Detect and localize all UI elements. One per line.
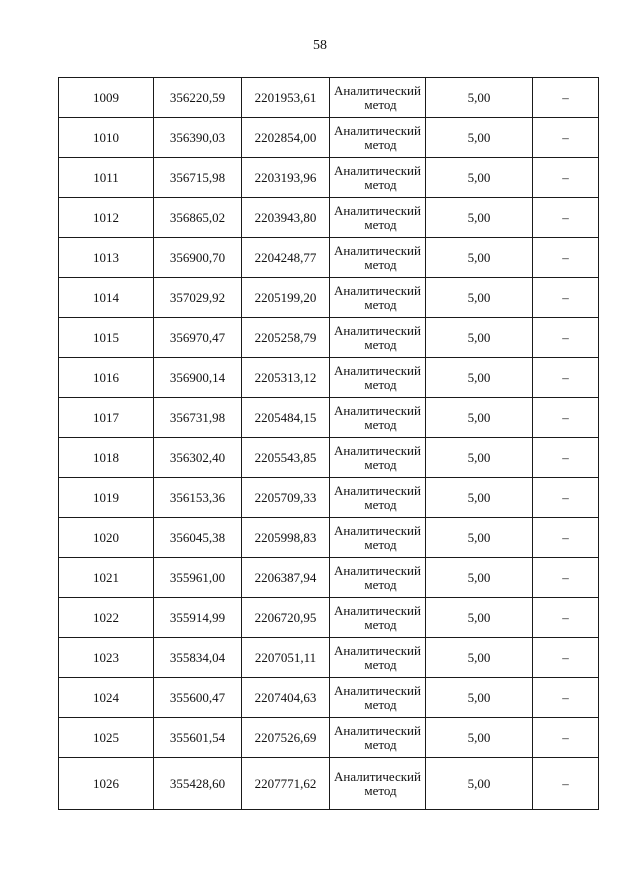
method-cell bbox=[330, 318, 426, 358]
table-row bbox=[59, 638, 599, 678]
x-coordinate-cell: 356970,47 bbox=[154, 318, 242, 358]
table-row bbox=[59, 678, 599, 718]
method-line-2: метод bbox=[364, 96, 397, 112]
method-line-2: метод bbox=[364, 782, 397, 798]
description-cell: – bbox=[533, 238, 599, 278]
x-coordinate-cell: 355914,99 bbox=[154, 598, 242, 638]
table-row bbox=[59, 518, 599, 558]
coordinates-table-body bbox=[59, 78, 599, 810]
method-cell bbox=[330, 478, 426, 518]
method-line-1: Аналитический bbox=[334, 562, 421, 578]
method-cell bbox=[330, 438, 426, 478]
error-cell: 5,00 bbox=[426, 238, 533, 278]
y-coordinate-cell: 2202854,00 bbox=[242, 118, 330, 158]
y-coordinate-cell: 2205709,33 bbox=[242, 478, 330, 518]
y-coordinate-cell: 2206387,94 bbox=[242, 558, 330, 598]
method-cell bbox=[330, 758, 426, 810]
error-cell: 5,00 bbox=[426, 718, 533, 758]
point-number-cell: 1012 bbox=[59, 198, 154, 238]
error-cell: 5,00 bbox=[426, 598, 533, 638]
y-coordinate-cell: 2205998,83 bbox=[242, 518, 330, 558]
y-coordinate-cell: 2207771,62 bbox=[242, 758, 330, 810]
table-row bbox=[59, 78, 599, 118]
method-line-2: метод bbox=[364, 696, 397, 712]
method-line-2: метод bbox=[364, 216, 397, 232]
x-coordinate-cell: 356045,38 bbox=[154, 518, 242, 558]
description-cell: – bbox=[533, 718, 599, 758]
x-coordinate-cell: 355600,47 bbox=[154, 678, 242, 718]
x-coordinate-cell: 356220,59 bbox=[154, 78, 242, 118]
table-row bbox=[59, 318, 599, 358]
method-line-2: метод bbox=[364, 416, 397, 432]
point-number-cell: 1020 bbox=[59, 518, 154, 558]
point-number-cell: 1021 bbox=[59, 558, 154, 598]
error-cell: 5,00 bbox=[426, 158, 533, 198]
error-cell: 5,00 bbox=[426, 118, 533, 158]
method-line-2: метод bbox=[364, 296, 397, 312]
method-cell bbox=[330, 278, 426, 318]
method-cell bbox=[330, 638, 426, 678]
method-line-1: Аналитический bbox=[334, 768, 421, 784]
y-coordinate-cell: 2207051,11 bbox=[242, 638, 330, 678]
table-row bbox=[59, 278, 599, 318]
table-row bbox=[59, 718, 599, 758]
method-line-2: метод bbox=[364, 376, 397, 392]
y-coordinate-cell: 2207526,69 bbox=[242, 718, 330, 758]
method-line-2: метод bbox=[364, 536, 397, 552]
x-coordinate-cell: 355834,04 bbox=[154, 638, 242, 678]
point-number-cell: 1015 bbox=[59, 318, 154, 358]
y-coordinate-cell: 2201953,61 bbox=[242, 78, 330, 118]
error-cell: 5,00 bbox=[426, 78, 533, 118]
error-cell: 5,00 bbox=[426, 678, 533, 718]
method-cell bbox=[330, 518, 426, 558]
y-coordinate-cell: 2203943,80 bbox=[242, 198, 330, 238]
table-row bbox=[59, 558, 599, 598]
error-cell: 5,00 bbox=[426, 358, 533, 398]
method-line-1: Аналитический bbox=[334, 722, 421, 738]
description-cell: – bbox=[533, 518, 599, 558]
point-number-cell: 1026 bbox=[59, 758, 154, 810]
error-cell: 5,00 bbox=[426, 638, 533, 678]
y-coordinate-cell: 2205313,12 bbox=[242, 358, 330, 398]
method-line-1: Аналитический bbox=[334, 402, 421, 418]
x-coordinate-cell: 356731,98 bbox=[154, 398, 242, 438]
method-line-1: Аналитический bbox=[334, 242, 421, 258]
y-coordinate-cell: 2205199,20 bbox=[242, 278, 330, 318]
y-coordinate-cell: 2205484,15 bbox=[242, 398, 330, 438]
method-cell bbox=[330, 678, 426, 718]
error-cell: 5,00 bbox=[426, 318, 533, 358]
y-coordinate-cell: 2205543,85 bbox=[242, 438, 330, 478]
description-cell: – bbox=[533, 318, 599, 358]
method-line-1: Аналитический bbox=[334, 682, 421, 698]
method-cell bbox=[330, 558, 426, 598]
method-cell bbox=[330, 598, 426, 638]
x-coordinate-cell: 355601,54 bbox=[154, 718, 242, 758]
page-number: 58 bbox=[313, 38, 327, 53]
method-line-1: Аналитический bbox=[334, 522, 421, 538]
x-coordinate-cell: 355961,00 bbox=[154, 558, 242, 598]
x-coordinate-cell: 355428,60 bbox=[154, 758, 242, 810]
method-line-1: Аналитический bbox=[334, 202, 421, 218]
table-row bbox=[59, 238, 599, 278]
table-row bbox=[59, 198, 599, 238]
error-cell: 5,00 bbox=[426, 758, 533, 810]
table-row bbox=[59, 478, 599, 518]
description-cell: – bbox=[533, 558, 599, 598]
method-line-1: Аналитический bbox=[334, 442, 421, 458]
error-cell: 5,00 bbox=[426, 278, 533, 318]
description-cell: – bbox=[533, 398, 599, 438]
point-number-cell: 1019 bbox=[59, 478, 154, 518]
method-line-1: Аналитический bbox=[334, 162, 421, 178]
point-number-cell: 1018 bbox=[59, 438, 154, 478]
method-line-2: метод bbox=[364, 616, 397, 632]
method-cell bbox=[330, 158, 426, 198]
x-coordinate-cell: 357029,92 bbox=[154, 278, 242, 318]
method-line-1: Аналитический bbox=[334, 122, 421, 138]
description-cell: – bbox=[533, 198, 599, 238]
description-cell: – bbox=[533, 478, 599, 518]
description-cell: – bbox=[533, 118, 599, 158]
point-number-cell: 1024 bbox=[59, 678, 154, 718]
description-cell: – bbox=[533, 158, 599, 198]
method-line-2: метод bbox=[364, 736, 397, 752]
method-line-2: метод bbox=[364, 456, 397, 472]
table-row bbox=[59, 438, 599, 478]
method-line-2: метод bbox=[364, 336, 397, 352]
table-row bbox=[59, 758, 599, 810]
method-cell bbox=[330, 238, 426, 278]
x-coordinate-cell: 356715,98 bbox=[154, 158, 242, 198]
description-cell: – bbox=[533, 758, 599, 810]
description-cell: – bbox=[533, 78, 599, 118]
point-number-cell: 1014 bbox=[59, 278, 154, 318]
method-cell bbox=[330, 78, 426, 118]
error-cell: 5,00 bbox=[426, 438, 533, 478]
method-cell bbox=[330, 398, 426, 438]
point-number-cell: 1023 bbox=[59, 638, 154, 678]
method-cell bbox=[330, 118, 426, 158]
description-cell: – bbox=[533, 598, 599, 638]
method-line-1: Аналитический bbox=[334, 362, 421, 378]
coordinates-table bbox=[58, 77, 599, 810]
y-coordinate-cell: 2207404,63 bbox=[242, 678, 330, 718]
method-line-1: Аналитический bbox=[334, 602, 421, 618]
method-line-2: метод bbox=[364, 136, 397, 152]
error-cell: 5,00 bbox=[426, 518, 533, 558]
description-cell: – bbox=[533, 438, 599, 478]
error-cell: 5,00 bbox=[426, 478, 533, 518]
y-coordinate-cell: 2204248,77 bbox=[242, 238, 330, 278]
x-coordinate-cell: 356900,70 bbox=[154, 238, 242, 278]
error-cell: 5,00 bbox=[426, 558, 533, 598]
point-number-cell: 1010 bbox=[59, 118, 154, 158]
method-cell bbox=[330, 718, 426, 758]
description-cell: – bbox=[533, 638, 599, 678]
x-coordinate-cell: 356153,36 bbox=[154, 478, 242, 518]
method-line-2: метод bbox=[364, 656, 397, 672]
x-coordinate-cell: 356302,40 bbox=[154, 438, 242, 478]
method-cell bbox=[330, 198, 426, 238]
table-row bbox=[59, 398, 599, 438]
method-line-1: Аналитический bbox=[334, 642, 421, 658]
x-coordinate-cell: 356390,03 bbox=[154, 118, 242, 158]
description-cell: – bbox=[533, 278, 599, 318]
method-line-1: Аналитический bbox=[334, 322, 421, 338]
y-coordinate-cell: 2203193,96 bbox=[242, 158, 330, 198]
method-line-2: метод bbox=[364, 576, 397, 592]
method-line-2: метод bbox=[364, 496, 397, 512]
method-line-1: Аналитический bbox=[334, 82, 421, 98]
description-cell: – bbox=[533, 358, 599, 398]
x-coordinate-cell: 356865,02 bbox=[154, 198, 242, 238]
point-number-cell: 1013 bbox=[59, 238, 154, 278]
table-row bbox=[59, 158, 599, 198]
table-row bbox=[59, 118, 599, 158]
point-number-cell: 1017 bbox=[59, 398, 154, 438]
table-row bbox=[59, 598, 599, 638]
y-coordinate-cell: 2206720,95 bbox=[242, 598, 330, 638]
error-cell: 5,00 bbox=[426, 398, 533, 438]
x-coordinate-cell: 356900,14 bbox=[154, 358, 242, 398]
point-number-cell: 1016 bbox=[59, 358, 154, 398]
y-coordinate-cell: 2205258,79 bbox=[242, 318, 330, 358]
table-row bbox=[59, 358, 599, 398]
description-cell: – bbox=[533, 678, 599, 718]
method-line-2: метод bbox=[364, 256, 397, 272]
point-number-cell: 1025 bbox=[59, 718, 154, 758]
error-cell: 5,00 bbox=[426, 198, 533, 238]
point-number-cell: 1011 bbox=[59, 158, 154, 198]
method-line-1: Аналитический bbox=[334, 282, 421, 298]
method-cell bbox=[330, 358, 426, 398]
method-line-1: Аналитический bbox=[334, 482, 421, 498]
method-line-2: метод bbox=[364, 176, 397, 192]
point-number-cell: 1022 bbox=[59, 598, 154, 638]
point-number-cell: 1009 bbox=[59, 78, 154, 118]
